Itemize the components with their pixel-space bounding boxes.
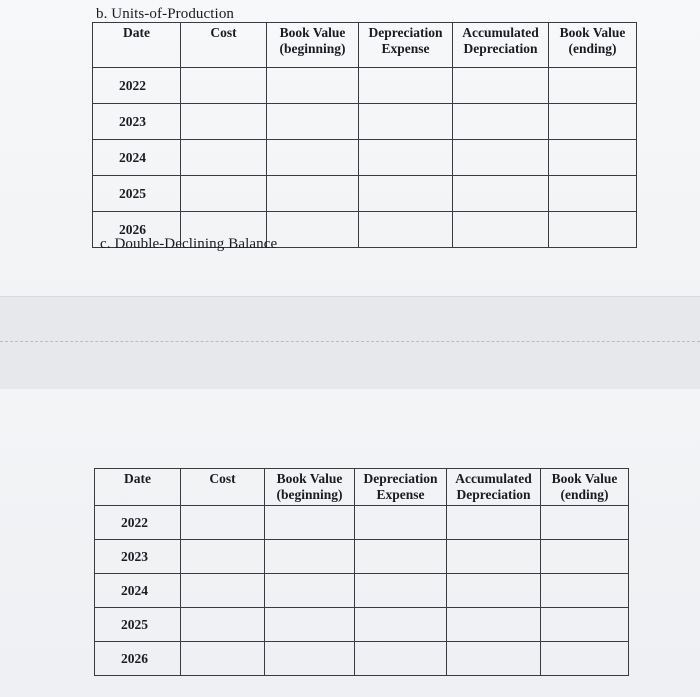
depreciation-expense-cell[interactable]: [359, 68, 453, 104]
depreciation-expense-cell[interactable]: [355, 608, 447, 642]
book-value-beginning-cell[interactable]: [265, 642, 355, 676]
book-value-beginning-cell[interactable]: [265, 608, 355, 642]
book-value-ending-cell[interactable]: [541, 608, 629, 642]
year-cell: 2024: [95, 574, 181, 608]
book-value-beginning-cell[interactable]: [265, 540, 355, 574]
section-b-title: b. Units-of-Production: [96, 6, 235, 22]
book-value-beginning-cell[interactable]: [265, 574, 355, 608]
book-value-beginning-cell[interactable]: [267, 68, 359, 104]
page-gap: [0, 296, 700, 390]
year-cell: 2026: [95, 642, 181, 676]
dashed-divider: [0, 341, 700, 342]
cost-cell[interactable]: [181, 540, 265, 574]
header-depreciation-expense: Depreciation Expense: [355, 469, 447, 506]
cost-cell[interactable]: [181, 608, 265, 642]
book-value-beginning-cell[interactable]: [267, 104, 359, 140]
year-cell: 2024: [93, 140, 181, 176]
cost-cell[interactable]: [181, 68, 267, 104]
book-value-beginning-cell[interactable]: [267, 176, 359, 212]
accumulated-depreciation-cell[interactable]: [453, 176, 549, 212]
year-cell: 2022: [95, 506, 181, 540]
cost-cell[interactable]: [181, 176, 267, 212]
header-accumulated-depreciation: Accumulated Depreciation: [453, 23, 549, 68]
header-book-value-beginning: Book Value (beginning): [267, 23, 359, 68]
depreciation-expense-cell[interactable]: [359, 212, 453, 248]
table-row: [95, 608, 629, 642]
book-value-ending-cell[interactable]: [549, 176, 637, 212]
accumulated-depreciation-cell[interactable]: [447, 506, 541, 540]
accumulated-depreciation-cell[interactable]: [453, 212, 549, 248]
cost-cell[interactable]: [181, 140, 267, 176]
cost-cell[interactable]: [181, 506, 265, 540]
cost-cell[interactable]: [181, 642, 265, 676]
year-cell: 2025: [95, 608, 181, 642]
book-value-beginning-cell[interactable]: [267, 140, 359, 176]
header-book-value-beginning: Book Value (beginning): [265, 469, 355, 506]
book-value-ending-cell[interactable]: [541, 574, 629, 608]
table-row: [95, 642, 629, 676]
cost-cell[interactable]: [181, 104, 267, 140]
accumulated-depreciation-cell[interactable]: [453, 104, 549, 140]
depreciation-expense-cell[interactable]: [355, 574, 447, 608]
depreciation-expense-cell[interactable]: [355, 540, 447, 574]
book-value-ending-cell[interactable]: [541, 540, 629, 574]
header-depreciation-expense: Depreciation Expense: [359, 23, 453, 68]
book-value-ending-cell[interactable]: [549, 140, 637, 176]
book-value-ending-cell[interactable]: [541, 506, 629, 540]
header-accumulated-depreciation: Accumulated Depreciation: [447, 469, 541, 506]
units-of-production-table: [92, 22, 637, 248]
accumulated-depreciation-cell[interactable]: [447, 642, 541, 676]
accumulated-depreciation-cell[interactable]: [447, 608, 541, 642]
header-row: [93, 23, 637, 68]
book-value-ending-cell[interactable]: [549, 212, 637, 248]
header-date: Date: [93, 23, 181, 68]
book-value-beginning-cell[interactable]: [267, 212, 359, 248]
depreciation-expense-cell[interactable]: [355, 642, 447, 676]
header-date: Date: [95, 469, 181, 506]
depreciation-expense-cell[interactable]: [355, 506, 447, 540]
table-row: [93, 176, 637, 212]
table-row: [93, 140, 637, 176]
cost-cell[interactable]: [181, 574, 265, 608]
depreciation-expense-cell[interactable]: [359, 140, 453, 176]
header-cost: Cost: [181, 469, 265, 506]
double-declining-balance-table: [94, 468, 629, 676]
depreciation-expense-cell[interactable]: [359, 104, 453, 140]
year-cell: 2025: [93, 176, 181, 212]
table-row: [93, 104, 637, 140]
header-book-value-ending: Book Value (ending): [541, 469, 629, 506]
depreciation-expense-cell[interactable]: [359, 176, 453, 212]
accumulated-depreciation-cell[interactable]: [453, 68, 549, 104]
header-row: [95, 469, 629, 506]
accumulated-depreciation-cell[interactable]: [447, 574, 541, 608]
table-row: [95, 540, 629, 574]
accumulated-depreciation-cell[interactable]: [453, 140, 549, 176]
accumulated-depreciation-cell[interactable]: [447, 540, 541, 574]
table-row: [93, 68, 637, 104]
header-book-value-ending: Book Value (ending): [549, 23, 637, 68]
book-value-beginning-cell[interactable]: [265, 506, 355, 540]
book-value-ending-cell[interactable]: [549, 68, 637, 104]
year-cell: 2022: [93, 68, 181, 104]
book-value-ending-cell[interactable]: [549, 104, 637, 140]
year-cell: 2023: [95, 540, 181, 574]
table-row: [95, 574, 629, 608]
year-cell: 2026: [93, 212, 181, 248]
year-cell: 2023: [93, 104, 181, 140]
header-cost: Cost: [181, 23, 267, 68]
book-value-ending-cell[interactable]: [541, 642, 629, 676]
table-row: [95, 506, 629, 540]
section-c-title: c. Double-Declining Balance: [100, 236, 278, 252]
